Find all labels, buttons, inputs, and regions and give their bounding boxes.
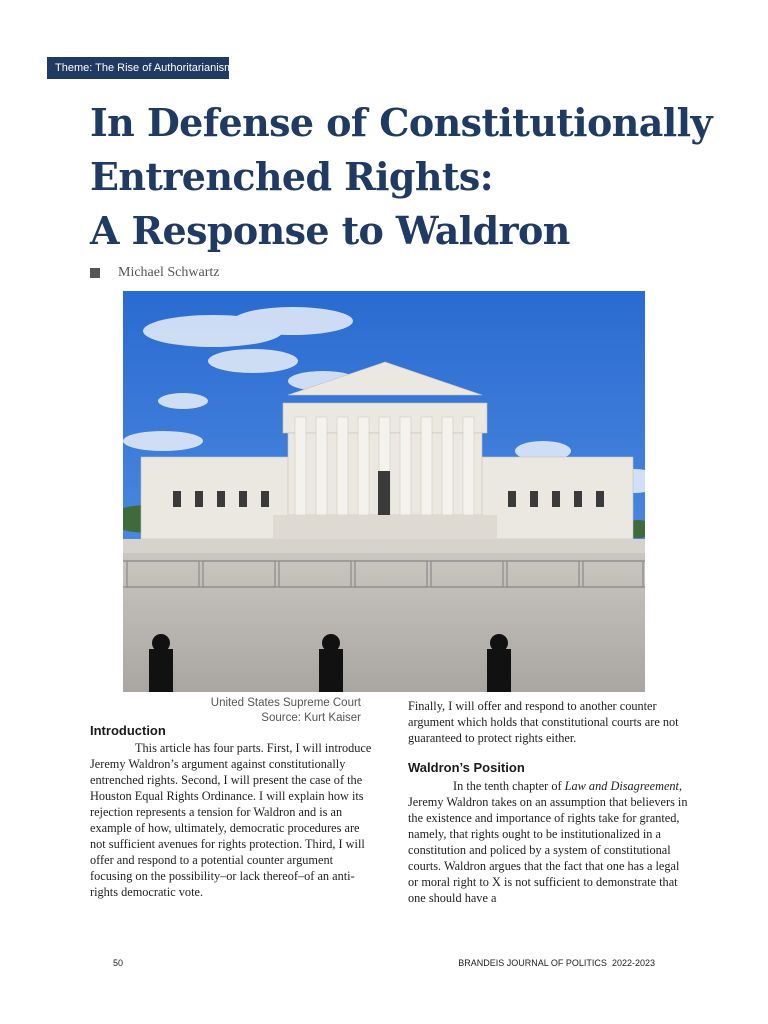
pavement	[123, 553, 645, 692]
caption-line-1: United States Supreme Court	[210, 697, 361, 709]
right-column	[408, 698, 690, 906]
introduction-heading: Introduction	[90, 723, 166, 738]
introduction-paragraph: This article has four parts. First, I will introduce Jeremy Waldron’s argument against constitutionally entrenched rights. Second, I will present the case of the Houston Equal Rights Ordinance. I will explain how its rejection represents a tension for Waldron and is an example of how, ultimately, democratic procedures are not sufficient avenues for rights protection. Third, I will offer and respond to a potential counter argument focusing on the possibility–or lack thereof–of an anti-rights democratic vote.	[90, 741, 372, 899]
waldrons-position-paragraph	[408, 778, 690, 906]
page-number: 50	[113, 958, 124, 968]
book-title: Law and Disagreement	[564, 779, 679, 793]
caption-line-2: Source: Kurt Kaiser	[261, 712, 361, 724]
supreme-court-photo	[123, 291, 645, 692]
author-name: Michael Schwartz	[118, 265, 220, 280]
journal-footer	[458, 958, 655, 968]
title-line-2: Entrenched Rights:	[90, 154, 494, 199]
theme-tag: Theme: The Rise of Authoritarianism	[47, 57, 229, 79]
waldrons-position-heading: Waldron’s Position	[408, 760, 525, 775]
byline	[90, 263, 219, 283]
journal-name: BRANDEIS JOURNAL OF POLITICS	[458, 958, 607, 968]
paragraph-text-rest: , Jeremy Waldron takes on an assumption that believers in the existence and importance of rights take for granted, namely, that rights ought to be institutionalized in a constitution and policed by a system of constitutional courts. Waldron argues that the fact that one has a legal or moral right to X is not sufficient to demonstrate that one should have a	[408, 779, 688, 905]
square-bullet-icon	[90, 268, 100, 278]
paragraph-text-start: In the tenth chapter of	[453, 779, 565, 793]
article-title	[90, 96, 730, 258]
journal-year: 2022-2023	[611, 958, 655, 968]
continuation-paragraph: Finally, I will offer and respond to another counter argument which holds that constitutional courts are not guaranteed to protect rights either.	[408, 699, 679, 745]
title-line-1: In Defense of Constitutionally	[90, 100, 712, 145]
title-line-3: A Response to Waldron	[90, 208, 570, 253]
left-column	[90, 722, 372, 900]
